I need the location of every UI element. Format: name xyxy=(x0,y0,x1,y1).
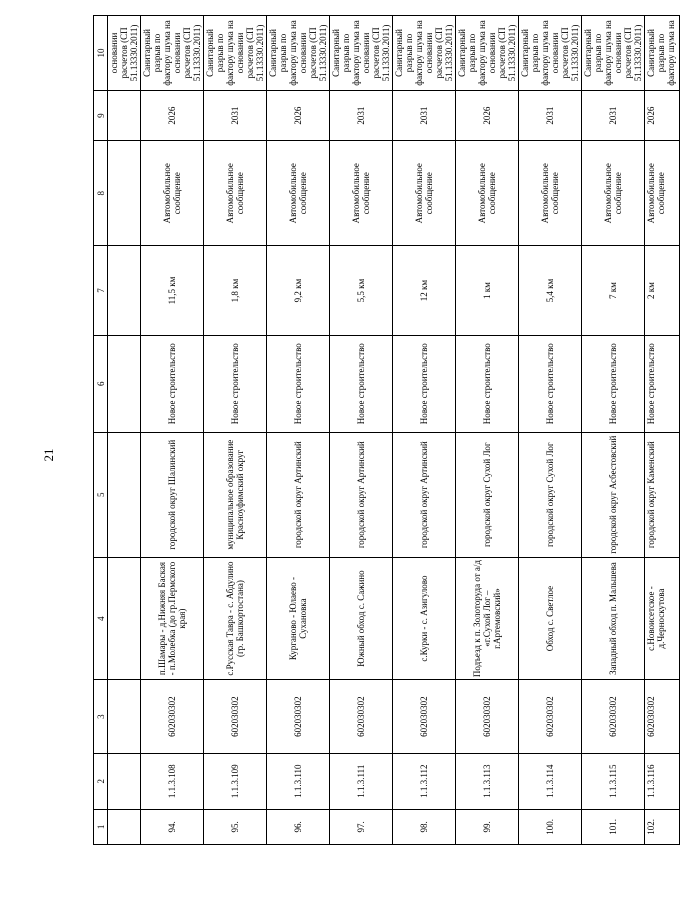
district-cell: городской округ Сухой Лог xyxy=(456,432,519,557)
table-row xyxy=(519,16,582,845)
district-cell: городской округ Каменский xyxy=(645,432,680,557)
length-cell: 12 км xyxy=(393,246,456,336)
row-number-cell: 99. xyxy=(456,809,519,844)
object-name-cell: с.Русская Тавра - с. Абдулино (гр. Башкортостана) xyxy=(204,557,267,680)
header-cell: 1 xyxy=(94,809,108,844)
continued-row xyxy=(108,16,141,845)
length-cell: 1 км xyxy=(456,246,519,336)
table-row xyxy=(267,16,330,845)
year-cell: 2031 xyxy=(393,90,456,140)
header-cell: 8 xyxy=(94,141,108,246)
district-cell: городской округ Артинский xyxy=(330,432,393,557)
year-cell: 2031 xyxy=(204,90,267,140)
length-cell: 5,5 км xyxy=(330,246,393,336)
length-cell: 11,5 км xyxy=(141,246,204,336)
okved-cell: 602030302 xyxy=(141,680,204,754)
okved-cell: 602030302 xyxy=(582,680,645,754)
rotated-table-container xyxy=(93,15,676,845)
okved-cell: 602030302 xyxy=(330,680,393,754)
table-cell xyxy=(108,432,141,557)
purpose-cell: Автомобильное сообщение xyxy=(330,141,393,246)
year-cell: 2031 xyxy=(519,90,582,140)
row-number-cell: 94. xyxy=(141,809,204,844)
zone-cell: Санитарный разрыв по фактору шума на основании расчетов (СП 51.13330.2011) xyxy=(393,16,456,91)
district-cell: муниципальное образование Красноуфимский округ xyxy=(204,432,267,557)
purpose-cell: Автомобильное сообщение xyxy=(456,141,519,246)
purpose-cell: Автомобильное сообщение xyxy=(393,141,456,246)
length-cell: 9,2 км xyxy=(267,246,330,336)
zone-cell: Санитарный разрыв по фактору шума на xyxy=(645,16,680,91)
type-cell: Новое строительство xyxy=(645,335,680,432)
table-row xyxy=(393,16,456,845)
type-cell: Новое строительство xyxy=(582,335,645,432)
okved-cell: 602030302 xyxy=(204,680,267,754)
type-cell: Новое строительство xyxy=(330,335,393,432)
okved-cell: 602030302 xyxy=(393,680,456,754)
code-cell: 1.1.3.112 xyxy=(393,753,456,809)
length-cell: 1,8 км xyxy=(204,246,267,336)
header-cell: 7 xyxy=(94,246,108,336)
table-row xyxy=(456,16,519,845)
year-cell: 2026 xyxy=(267,90,330,140)
header-row xyxy=(94,16,108,845)
purpose-cell: Автомобильное сообщение xyxy=(267,141,330,246)
row-number-cell: 102. xyxy=(645,809,680,844)
table-row xyxy=(141,16,204,845)
header-cell: 2 xyxy=(94,753,108,809)
object-name-cell: Южный обход с. Сажино xyxy=(330,557,393,680)
purpose-cell: Автомобильное сообщение xyxy=(645,141,680,246)
district-cell: городской округ Артинский xyxy=(393,432,456,557)
table-cell xyxy=(108,246,141,336)
zone-cell: основании расчетов (СП 51.13330.2011) xyxy=(108,16,141,91)
object-name-cell: с.Курки - с. Азигулово xyxy=(393,557,456,680)
row-number-cell: 101. xyxy=(582,809,645,844)
table-cell xyxy=(108,680,141,754)
type-cell: Новое строительство xyxy=(267,335,330,432)
okved-cell: 602030302 xyxy=(645,680,680,754)
type-cell: Новое строительство xyxy=(141,335,204,432)
row-number-cell: 100. xyxy=(519,809,582,844)
length-cell: 2 км xyxy=(645,246,680,336)
zone-cell: Санитарный разрыв по фактору шума на основании расчетов (СП 51.13330.2011) xyxy=(456,16,519,91)
header-cell: 6 xyxy=(94,335,108,432)
district-cell: городской округ Асбестовский xyxy=(582,432,645,557)
okved-cell: 602030302 xyxy=(456,680,519,754)
code-cell: 1.1.3.114 xyxy=(519,753,582,809)
header-cell: 5 xyxy=(94,432,108,557)
code-cell: 1.1.3.115 xyxy=(582,753,645,809)
zone-cell: Санитарный разрыв по фактору шума на основании расчетов (СП 51.13330.2011) xyxy=(267,16,330,91)
zone-cell: Санитарный разрыв по фактору шума на основании расчетов (СП 51.13330.2011) xyxy=(582,16,645,91)
object-name-cell: Западный обход п. Мальшева xyxy=(582,557,645,680)
code-cell: 1.1.3.110 xyxy=(267,753,330,809)
object-name-cell: Обход с. Светлое xyxy=(519,557,582,680)
table-cell xyxy=(108,753,141,809)
data-rows xyxy=(141,16,680,845)
year-cell: 2026 xyxy=(141,90,204,140)
row-number-cell: 95. xyxy=(204,809,267,844)
purpose-cell: Автомобильное сообщение xyxy=(204,141,267,246)
type-cell: Новое строительство xyxy=(519,335,582,432)
page-number: 21 xyxy=(41,448,56,462)
table-cell xyxy=(108,90,141,140)
purpose-cell: Автомобильное сообщение xyxy=(582,141,645,246)
zone-cell: Санитарный разрыв по фактору шума на основании расчетов (СП 51.13330.2011) xyxy=(204,16,267,91)
table-cell xyxy=(108,809,141,844)
row-number-cell: 96. xyxy=(267,809,330,844)
code-cell: 1.1.3.111 xyxy=(330,753,393,809)
zone-cell: Санитарный разрыв по фактору шума на основании расчетов (СП 51.13330.2011) xyxy=(519,16,582,91)
object-name-cell: с.Новоисетское - д.Черноскутова xyxy=(645,557,680,680)
code-cell: 1.1.3.113 xyxy=(456,753,519,809)
length-cell: 7 км xyxy=(582,246,645,336)
table-cell xyxy=(108,141,141,246)
header-cell: 10 xyxy=(94,16,108,91)
header-cell: 9 xyxy=(94,90,108,140)
type-cell: Новое строительство xyxy=(393,335,456,432)
year-cell: 2026 xyxy=(645,90,680,140)
length-cell: 5,4 км xyxy=(519,246,582,336)
okved-cell: 602030302 xyxy=(267,680,330,754)
code-cell: 1.1.3.109 xyxy=(204,753,267,809)
purpose-cell: Автомобильное сообщение xyxy=(519,141,582,246)
table-row xyxy=(645,16,680,845)
district-cell: городской округ Сухой Лог xyxy=(519,432,582,557)
object-name-cell: Курганово - Юлаево - Сухановка xyxy=(267,557,330,680)
purpose-cell: Автомобильное сообщение xyxy=(141,141,204,246)
header-cell: 4 xyxy=(94,557,108,680)
table-row xyxy=(582,16,645,845)
table-row xyxy=(204,16,267,845)
year-cell: 2031 xyxy=(582,90,645,140)
table-cell xyxy=(108,335,141,432)
zone-cell: Санитарный разрыв по фактору шума на основании расчетов (СП 51.13330.2011) xyxy=(330,16,393,91)
district-cell: городской округ Шалинский xyxy=(141,432,204,557)
year-cell: 2026 xyxy=(456,90,519,140)
objects-table xyxy=(93,15,680,845)
code-cell: 1.1.3.116 xyxy=(645,753,680,809)
type-cell: Новое строительство xyxy=(204,335,267,432)
year-cell: 2031 xyxy=(330,90,393,140)
table-row xyxy=(330,16,393,845)
row-number-cell: 97. xyxy=(330,809,393,844)
header-cell: 3 xyxy=(94,680,108,754)
table-cell xyxy=(108,557,141,680)
object-name-cell: Подъезд к п. Золоторуда от а/д «г.Сухой Лог – г.Артемовский» xyxy=(456,557,519,680)
object-name-cell: п.Шамары - д.Нижняя Баская - п.Молебка (до гр.Пермского края) xyxy=(141,557,204,680)
row-number-cell: 98. xyxy=(393,809,456,844)
type-cell: Новое строительство xyxy=(456,335,519,432)
code-cell: 1.1.3.108 xyxy=(141,753,204,809)
district-cell: городской округ Артинский xyxy=(267,432,330,557)
zone-cell: Санитарный разрыв по фактору шума на основании расчетов (СП 51.13330.2011) xyxy=(141,16,204,91)
okved-cell: 602030302 xyxy=(519,680,582,754)
